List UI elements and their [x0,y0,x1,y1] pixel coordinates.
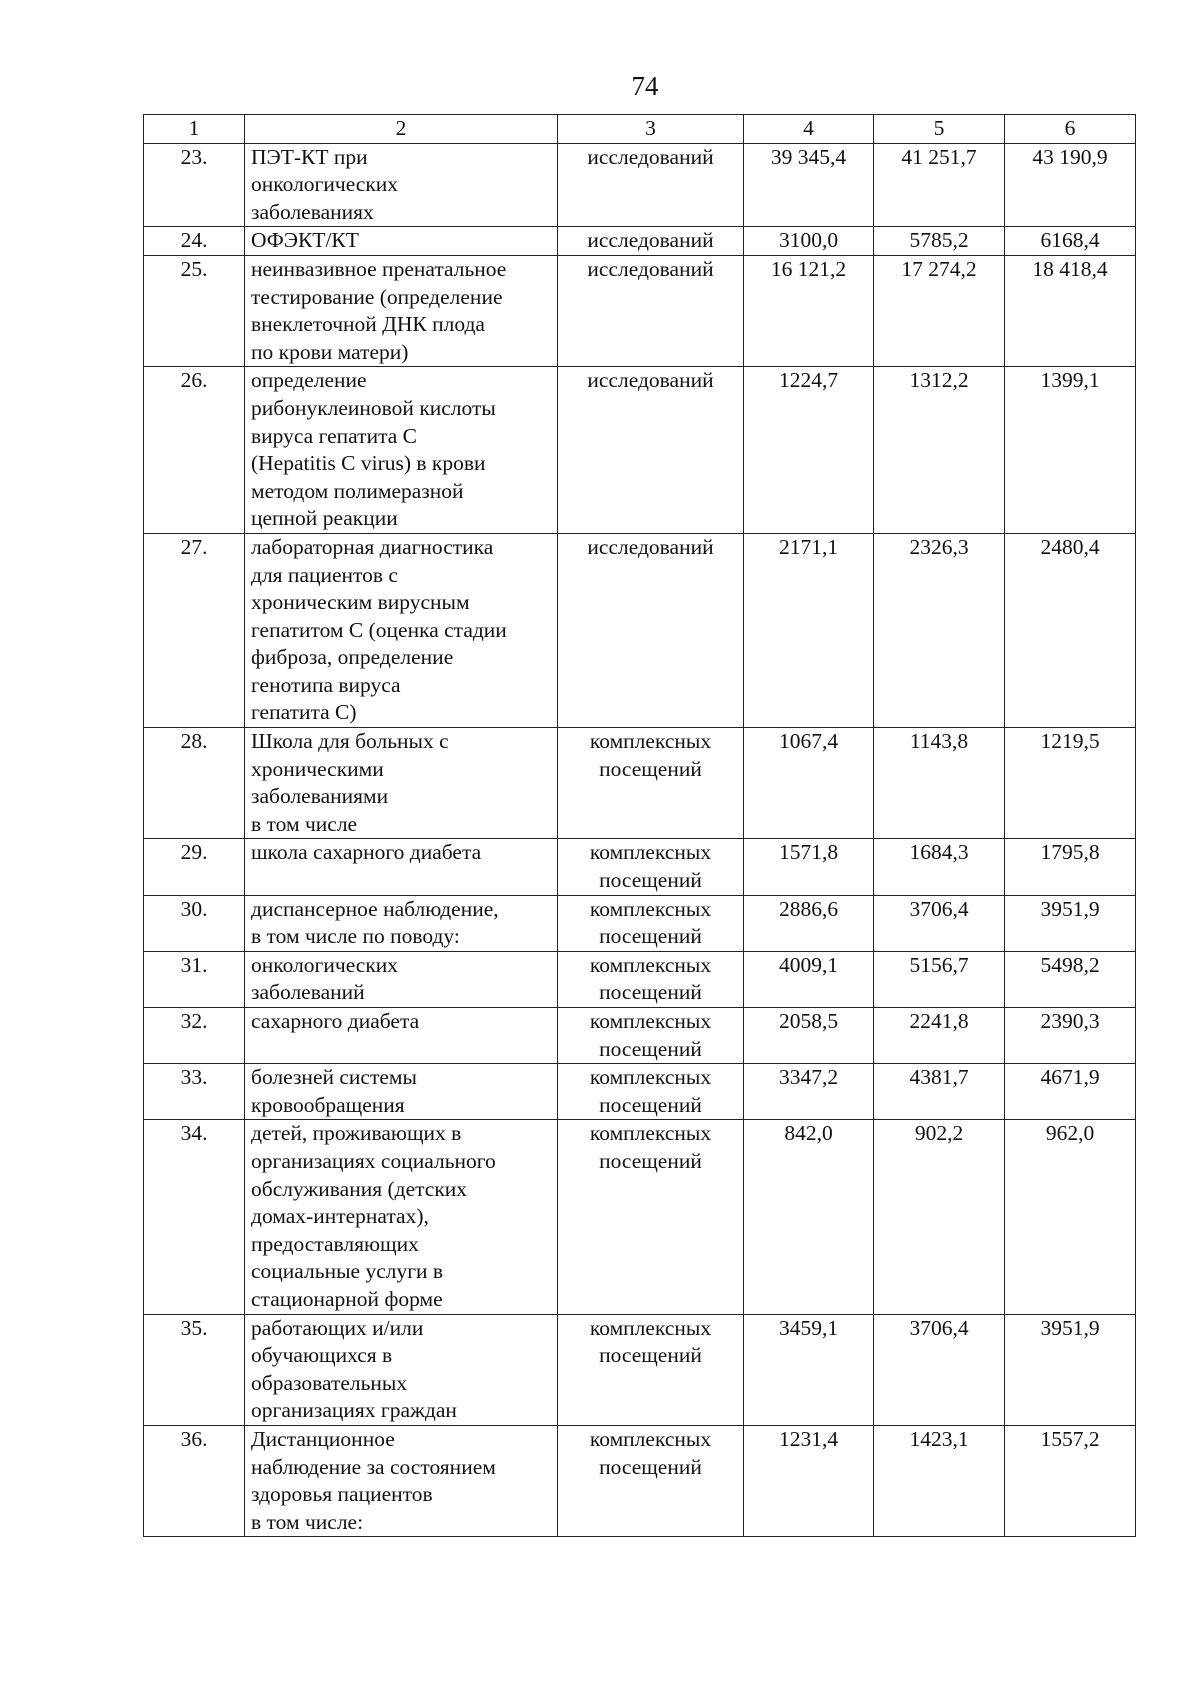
name-cell [245,1425,558,1536]
name-cell-line: сахарного диабета [251,1009,420,1033]
unit-cell [558,728,744,839]
unit-cell-line: посещений [599,1454,702,1479]
name-cell [245,367,558,534]
name-cell-line: здоровья пациентов [251,1482,433,1507]
value-cell-5: 2241,8 [874,1008,1005,1064]
value-cell-4: 4009,1 [744,951,874,1007]
value-cell-4: 1067,4 [744,728,874,839]
name-cell-line: организациях граждан [251,1398,457,1423]
name-cell-line: гепатита С) [251,700,357,725]
unit-cell-line: комплексных [589,896,712,921]
unit-cell-line: исследований [587,368,714,393]
value-cell-5: 1684,3 [874,839,1005,895]
name-cell [245,951,558,1007]
name-cell-line: в том числе [251,811,358,836]
row-number-cell: 29. [144,839,245,895]
name-cell-line: методом полимеразной [251,478,464,503]
unit-cell-line: исследований [587,228,714,253]
name-cell-line: фиброза, определение [251,645,454,670]
value-cell-6: 18 418,4 [1005,255,1136,366]
name-cell-line: неинвазивное пренатальное [251,256,507,281]
value-cell-6: 3951,9 [1005,895,1136,951]
name-cell [245,728,558,839]
name-cell-line: хроническим вирусным [251,590,470,615]
row-number-cell: 31. [144,951,245,1007]
unit-cell-line: посещений [599,756,702,781]
value-cell-5: 2326,3 [874,533,1005,727]
value-cell-4: 1231,4 [744,1425,874,1536]
unit-cell [558,533,744,727]
unit-cell-line: комплексных [589,840,712,865]
row-number-cell: 35. [144,1314,245,1425]
value-cell-4: 2058,5 [744,1008,874,1064]
unit-cell-line: исследований [587,534,714,559]
name-cell-line: генотипа вируса [251,672,401,697]
name-cell-line: ОФЭКТ/КТ [251,228,359,253]
name-cell [245,839,558,895]
name-cell-line: социальные услуги в [251,1259,444,1284]
unit-cell [558,1064,744,1120]
name-cell-line: организациях социального [251,1148,496,1173]
value-cell-5: 3706,4 [874,895,1005,951]
name-cell-line: Дистанционное [251,1426,395,1451]
value-cell-6: 6168,4 [1005,227,1136,256]
value-cell-5: 41 251,7 [874,143,1005,227]
table-row [144,367,1136,534]
table-row [144,255,1136,366]
name-cell-line: рибонуклеиновой кислоты [251,395,496,420]
unit-cell [558,367,744,534]
value-cell-6: 43 190,9 [1005,143,1136,227]
table-row [144,951,1136,1007]
name-cell-line: домах-интернатах), [251,1204,429,1229]
name-cell [245,1064,558,1120]
name-cell [245,1120,558,1314]
name-cell-line: Школа для больных с [251,729,449,754]
name-cell-line: школа сахарного диабета [251,840,482,865]
name-cell-line: заболеваний [251,980,365,1005]
row-number-cell: 27. [144,533,245,727]
name-cell-line: стационарной форме [251,1286,443,1311]
unit-cell [558,1008,744,1064]
value-cell-5: 4381,7 [874,1064,1005,1120]
unit-cell-line: посещений [599,1343,702,1368]
value-cell-6: 1399,1 [1005,367,1136,534]
name-cell-line: кровообращения [251,1092,405,1117]
name-cell-line: гепатитом С (оценка стадии [251,617,507,642]
value-cell-5: 17 274,2 [874,255,1005,366]
header-cell: 3 [558,115,744,144]
table-row [144,1425,1136,1536]
unit-cell [558,895,744,951]
name-cell-line: для пациентов с [251,562,398,587]
row-number-cell: 26. [144,367,245,534]
name-cell-line: онкологических [251,172,399,197]
unit-cell-line: посещений [599,980,702,1005]
value-cell-4: 1571,8 [744,839,874,895]
name-cell-line: по крови матери) [251,339,409,364]
value-cell-5: 3706,4 [874,1314,1005,1425]
value-cell-4: 16 121,2 [744,255,874,366]
name-cell-line: ПЭТ-КТ при [251,144,368,169]
unit-cell-line: исследований [587,256,714,281]
header-cell: 4 [744,115,874,144]
name-cell [245,255,558,366]
unit-cell [558,1120,744,1314]
value-cell-6: 4671,9 [1005,1064,1136,1120]
name-cell-line: заболеваниях [251,199,374,224]
unit-cell-line: комплексных [589,1009,712,1033]
unit-cell-line: посещений [599,924,702,949]
row-number-cell: 34. [144,1120,245,1314]
row-number-cell: 32. [144,1008,245,1064]
value-cell-6: 2480,4 [1005,533,1136,727]
table-row [144,1120,1136,1314]
value-cell-4: 39 345,4 [744,143,874,227]
name-cell-line: хроническими [251,756,384,781]
table-row [144,143,1136,227]
name-cell [245,1008,558,1064]
value-cell-5: 5785,2 [874,227,1005,256]
value-cell-4: 3459,1 [744,1314,874,1425]
name-cell-line: предоставляющих [251,1231,419,1256]
value-cell-4: 3347,2 [744,1064,874,1120]
table-row [144,1008,1136,1064]
unit-cell [558,839,744,895]
unit-cell [558,951,744,1007]
name-cell-line: обслуживания (детских [251,1176,468,1201]
name-cell [245,1314,558,1425]
unit-cell-line: комплексных [589,1121,712,1146]
name-cell-line: (Hepatitis C virus) в крови [251,451,486,476]
unit-cell-line: комплексных [589,952,712,977]
name-cell-line: детей, проживающих в [251,1121,462,1146]
table-row [144,1314,1136,1425]
unit-cell [558,1425,744,1536]
unit-cell-line: исследований [587,144,714,169]
unit-cell-line: комплексных [589,1426,712,1451]
table-row [144,1064,1136,1120]
row-number-cell: 28. [144,728,245,839]
value-cell-4: 1224,7 [744,367,874,534]
table-header-row [144,115,1136,144]
value-cell-6: 3951,9 [1005,1314,1136,1425]
name-cell-line: заболеваниями [251,784,389,809]
unit-cell-line: комплексных [589,729,712,754]
value-cell-5: 1143,8 [874,728,1005,839]
name-cell-line: лабораторная диагностика [251,534,494,559]
header-cell: 1 [144,115,245,144]
unit-cell-line: посещений [599,1036,702,1061]
header-cell: 6 [1005,115,1136,144]
name-cell-line: в том числе: [251,1509,364,1534]
name-cell-line: в том числе по поводу: [251,924,460,949]
name-cell-line: диспансерное наблюдение, [251,896,499,921]
unit-cell-line: посещений [599,1092,702,1117]
name-cell [245,143,558,227]
unit-cell-line: комплексных [589,1065,712,1090]
value-cell-5: 1312,2 [874,367,1005,534]
name-cell-line: онкологических [251,952,399,977]
name-cell-line: тестирование (определение [251,284,503,309]
unit-cell-line: посещений [599,1148,702,1173]
name-cell-line: внеклеточной ДНК плода [251,312,485,337]
table-row [144,839,1136,895]
name-cell [245,895,558,951]
unit-cell-line: комплексных [589,1315,712,1340]
row-number-cell: 25. [144,255,245,366]
value-cell-6: 5498,2 [1005,951,1136,1007]
name-cell-line: образовательных [251,1370,408,1395]
row-number-cell: 36. [144,1425,245,1536]
name-cell-line: болезней системы [251,1065,417,1090]
value-cell-6: 1795,8 [1005,839,1136,895]
row-number-cell: 30. [144,895,245,951]
table-row [144,728,1136,839]
name-cell [245,227,558,256]
table-row [144,533,1136,727]
data-table [143,114,1136,1537]
row-number-cell: 33. [144,1064,245,1120]
value-cell-6: 1219,5 [1005,728,1136,839]
name-cell-line: определение [251,368,367,393]
name-cell [245,533,558,727]
value-cell-6: 1557,2 [1005,1425,1136,1536]
name-cell-line: наблюдение за состоянием [251,1454,496,1479]
unit-cell [558,1314,744,1425]
unit-cell [558,255,744,366]
value-cell-5: 1423,1 [874,1425,1005,1536]
name-cell-line: обучающихся в [251,1343,393,1368]
value-cell-4: 2171,1 [744,533,874,727]
table-row [144,895,1136,951]
row-number-cell: 24. [144,227,245,256]
page-number: 74 [631,71,659,101]
value-cell-4: 3100,0 [744,227,874,256]
value-cell-6: 962,0 [1005,1120,1136,1314]
name-cell-line: работающих и/или [251,1315,424,1340]
value-cell-4: 842,0 [744,1120,874,1314]
table-row [144,227,1136,256]
value-cell-6: 2390,3 [1005,1008,1136,1064]
unit-cell [558,227,744,256]
value-cell-5: 902,2 [874,1120,1005,1314]
unit-cell-line: посещений [599,868,702,893]
name-cell-line: цепной реакции [251,506,398,531]
value-cell-5: 5156,7 [874,951,1005,1007]
name-cell-line: вируса гепатита С [251,423,417,448]
header-cell: 5 [874,115,1005,144]
unit-cell [558,143,744,227]
header-cell: 2 [245,115,558,144]
value-cell-4: 2886,6 [744,895,874,951]
row-number-cell: 23. [144,143,245,227]
